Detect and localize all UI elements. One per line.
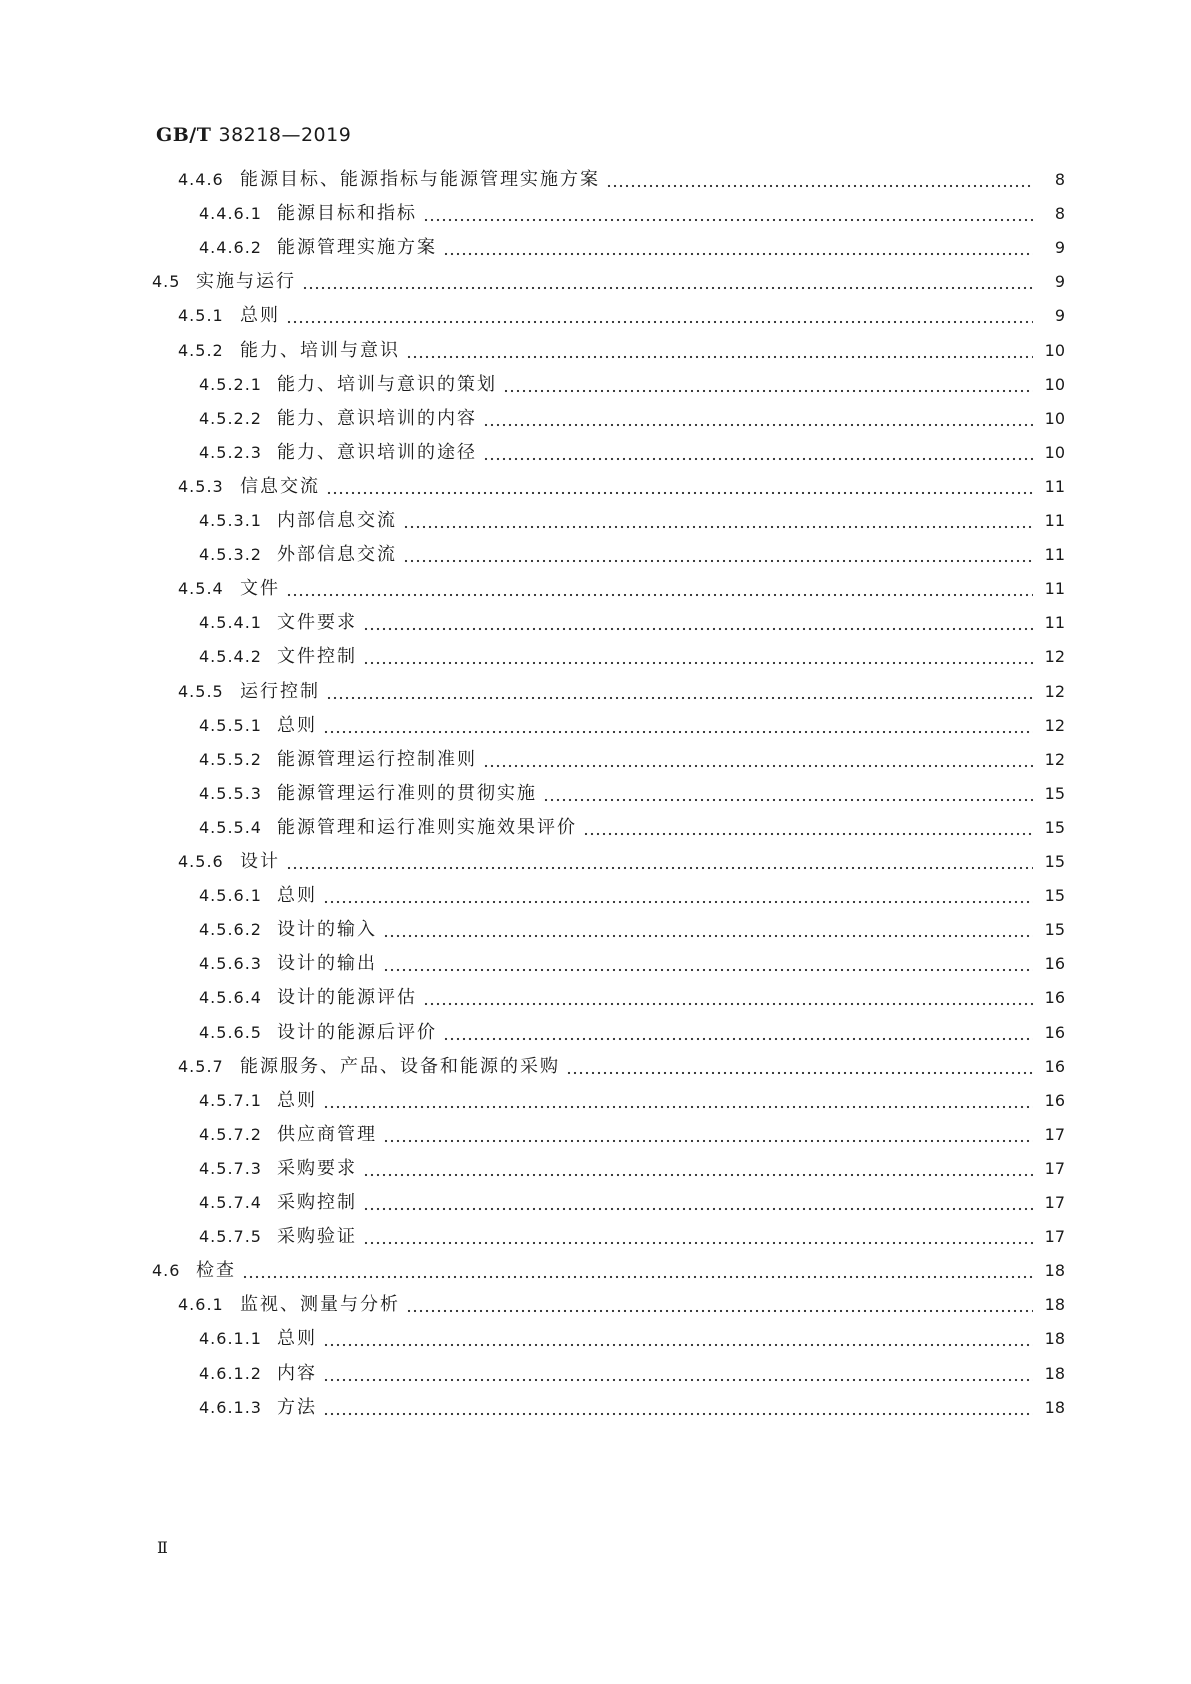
toc-entry[interactable]	[199, 1225, 1065, 1249]
toc-entry[interactable]	[199, 1362, 1065, 1386]
toc-dot-leader	[323, 1089, 1033, 1113]
toc-dot-leader	[363, 1157, 1033, 1181]
toc-entry[interactable]	[199, 1123, 1065, 1147]
toc-entry[interactable]	[178, 1055, 1065, 1079]
toc-entry-number: 4.5.7	[178, 1056, 224, 1076]
toc-dot-leader	[286, 850, 1033, 874]
toc-dot-leader	[363, 1225, 1033, 1249]
toc-entry-title: 设计的能源后评价	[277, 1021, 437, 1043]
toc-entry-title: 能源目标、能源指标与能源管理实施方案	[240, 169, 600, 190]
toc-entry[interactable]	[199, 441, 1065, 465]
toc-entry[interactable]	[199, 1327, 1065, 1351]
toc-entry[interactable]	[199, 986, 1065, 1010]
toc-dot-leader	[406, 1293, 1033, 1317]
toc-entry[interactable]	[199, 884, 1065, 908]
toc-entry-title: 检查	[196, 1260, 236, 1282]
toc-entry-page: 8	[1054, 204, 1065, 224]
toc-entry[interactable]	[178, 168, 1065, 192]
toc-dot-leader	[323, 1327, 1033, 1351]
toc-entry-page: 12	[1044, 749, 1065, 769]
toc-entry[interactable]	[199, 1021, 1065, 1045]
toc-entry-number: 4.5.3	[178, 476, 224, 496]
toc-dot-leader	[363, 611, 1033, 635]
toc-dot-leader	[326, 680, 1033, 704]
standard-prefix: GB/T	[156, 124, 212, 146]
toc-entry-number: 4.6.1.1	[199, 1329, 262, 1349]
toc-dot-leader	[242, 1259, 1033, 1283]
toc-dot-leader	[363, 645, 1033, 669]
toc-entry-number: 4.5.7.3	[199, 1158, 262, 1178]
toc-entry-page: 10	[1044, 408, 1065, 428]
toc-entry-number: 4.5.5.4	[199, 817, 262, 837]
toc-entry[interactable]	[199, 714, 1065, 738]
toc-entry-number: 4.5.5.1	[199, 715, 262, 735]
toc-entry-page: 17	[1044, 1193, 1065, 1212]
toc-entry-title: 设计的输入	[277, 919, 377, 941]
toc-entry-page: 15	[1044, 817, 1065, 837]
toc-dot-leader	[483, 407, 1033, 431]
toc-entry-title: 总则	[240, 305, 280, 327]
standard-number: 38218—2019	[218, 124, 352, 146]
toc-entry-title: 文件	[240, 578, 280, 600]
toc-entry-number: 4.5.4.1	[199, 613, 262, 633]
toc-entry[interactable]	[199, 748, 1065, 772]
toc-entry-title: 能源目标和指标	[277, 203, 417, 225]
toc-entry-page: 12	[1044, 647, 1065, 667]
toc-entry[interactable]	[199, 782, 1065, 806]
toc-entry[interactable]	[199, 543, 1065, 567]
toc-entry-number: 4.5.6.5	[199, 1022, 262, 1042]
toc-entry[interactable]	[152, 1259, 1065, 1283]
toc-entry-title: 总则	[277, 714, 317, 736]
toc-entry-page: 12	[1044, 681, 1065, 701]
toc-entry-page: 9	[1054, 238, 1065, 258]
toc-dot-leader	[383, 952, 1033, 976]
toc-entry-number: 4.5.3.2	[199, 545, 262, 565]
toc-entry-number: 4.5.7.5	[199, 1227, 262, 1247]
toc-dot-leader	[403, 543, 1033, 567]
toc-entry-title: 设计	[240, 851, 280, 872]
toc-entry[interactable]	[178, 304, 1065, 328]
toc-entry-title: 总则	[277, 885, 317, 907]
toc-entry-number: 4.5.6.4	[199, 988, 262, 1008]
toc-entry-title: 实施与运行	[196, 271, 296, 293]
toc-dot-leader	[583, 816, 1033, 840]
toc-dot-leader	[566, 1055, 1033, 1079]
toc-dot-leader	[443, 236, 1033, 260]
toc-entry-number: 4.5.2.2	[199, 408, 262, 428]
toc-entry-page: 12	[1044, 715, 1065, 735]
toc-entry-page: 11	[1044, 545, 1065, 565]
toc-entry-page: 18	[1044, 1329, 1065, 1349]
toc-entry-page: 8	[1054, 170, 1065, 189]
toc-entry-title: 方法	[277, 1396, 317, 1418]
toc-dot-leader	[443, 1021, 1033, 1045]
toc-entry-number: 4.5.1	[178, 306, 224, 326]
toc-entry-title: 信息交流	[240, 475, 320, 497]
toc-entry[interactable]	[199, 918, 1065, 942]
toc-entry-number: 4.5.6.3	[199, 954, 262, 974]
toc-entry[interactable]	[178, 1293, 1065, 1317]
toc-entry-number: 4.5.4.2	[199, 647, 262, 667]
toc-dot-leader	[323, 884, 1033, 908]
toc-entry-page: 10	[1044, 374, 1065, 394]
toc-entry-title: 总则	[277, 1089, 317, 1111]
toc-entry-title: 能源管理和运行准则实施效果评价	[277, 816, 577, 838]
toc-entry-number: 4.5.6	[178, 852, 224, 871]
toc-entry-page: 10	[1044, 442, 1065, 462]
toc-entry[interactable]	[199, 236, 1065, 260]
toc-entry-title: 能源管理实施方案	[277, 237, 437, 259]
toc-entry-page: 11	[1044, 579, 1065, 599]
toc-entry-page: 10	[1044, 340, 1065, 360]
toc-entry-title: 能力、培训与意识的策划	[277, 373, 497, 395]
toc-entry-title: 采购要求	[277, 1157, 357, 1179]
toc-dot-leader	[323, 714, 1033, 738]
toc-entry-page: 9	[1054, 306, 1065, 326]
toc-entry[interactable]	[199, 373, 1065, 397]
toc-entry-title: 总则	[277, 1328, 317, 1350]
toc-entry-title: 能力、意识培训的内容	[277, 407, 477, 429]
toc-dot-leader	[403, 509, 1033, 533]
toc-entry-title: 监视、测量与分析	[240, 1294, 400, 1316]
toc-entry-number: 4.6.1	[178, 1295, 224, 1315]
toc-entry-page: 18	[1044, 1397, 1065, 1417]
toc-dot-leader	[383, 918, 1033, 942]
toc-entry-page: 18	[1044, 1261, 1065, 1281]
toc-entry-number: 4.6	[152, 1261, 181, 1281]
toc-entry-number: 4.5.2.1	[199, 374, 262, 394]
toc-dot-leader	[543, 782, 1033, 806]
toc-entry[interactable]	[199, 202, 1065, 226]
toc-entry-title: 设计的输出	[277, 953, 377, 975]
toc-entry-page: 16	[1044, 1056, 1065, 1076]
toc-entry-number: 4.5.7.1	[199, 1090, 262, 1110]
toc-dot-leader	[286, 304, 1033, 328]
toc-entry-page: 15	[1044, 852, 1065, 871]
toc-entry-page: 15	[1044, 783, 1065, 803]
toc-entry-title: 运行控制	[240, 680, 320, 702]
toc-entry-number: 4.5.6.2	[199, 920, 262, 940]
toc-entry-number: 4.4.6.1	[199, 204, 262, 224]
toc-entry[interactable]	[199, 952, 1065, 976]
toc-entry-title: 文件要求	[277, 612, 357, 634]
toc-entry-title: 文件控制	[277, 646, 357, 668]
page-number: Ⅱ	[157, 1538, 168, 1557]
toc-entry[interactable]	[199, 407, 1065, 431]
toc-dot-leader	[323, 1362, 1033, 1386]
toc-entry[interactable]	[199, 816, 1065, 840]
toc-entry-title: 内容	[277, 1362, 317, 1384]
toc-entry-page: 17	[1044, 1124, 1065, 1144]
toc-entry-number: 4.5	[152, 272, 181, 292]
toc-entry[interactable]	[199, 509, 1065, 533]
toc-entry-title: 能源服务、产品、设备和能源的采购	[240, 1055, 560, 1077]
toc-entry-title: 供应商管理	[277, 1123, 377, 1145]
toc-entry[interactable]	[178, 339, 1065, 363]
toc-entry-title: 能力、意识培训的途径	[277, 441, 477, 463]
toc-dot-leader	[326, 475, 1033, 499]
toc-entry-title: 采购验证	[277, 1226, 357, 1248]
toc-entry[interactable]	[178, 680, 1065, 704]
toc-entry[interactable]	[199, 1089, 1065, 1113]
toc-entry-number: 4.5.2.3	[199, 442, 262, 462]
toc-entry-number: 4.5.2	[178, 340, 224, 360]
toc-entry-page: 11	[1044, 476, 1065, 496]
toc-entry-number: 4.5.6.1	[199, 886, 262, 906]
toc-entry-page: 16	[1044, 1090, 1065, 1110]
toc-entry-number: 4.5.7.2	[199, 1124, 262, 1144]
toc-dot-leader	[323, 1396, 1033, 1420]
toc-entry[interactable]	[178, 577, 1065, 601]
toc-dot-leader	[606, 168, 1033, 192]
toc-entry[interactable]	[199, 1157, 1065, 1181]
toc-entry-number: 4.5.3.1	[199, 511, 262, 530]
toc-entry[interactable]	[199, 1396, 1065, 1420]
toc-entry[interactable]	[178, 475, 1065, 499]
toc-entry-title: 外部信息交流	[277, 544, 397, 566]
toc-entry-number: 4.4.6.2	[199, 238, 262, 258]
toc-entry-number: 4.6.1.3	[199, 1397, 262, 1417]
toc-dot-leader	[302, 270, 1033, 294]
toc-entry-title: 能源管理运行准则的贯彻实施	[277, 782, 537, 804]
toc-entry-title: 设计的能源评估	[277, 987, 417, 1009]
toc-entry[interactable]	[152, 270, 1065, 294]
toc-entry-number: 4.5.5	[178, 681, 224, 701]
toc-entry-page: 18	[1044, 1295, 1065, 1315]
toc-dot-leader	[286, 577, 1033, 601]
toc-entry[interactable]	[199, 1191, 1065, 1215]
toc-entry-title: 采购控制	[277, 1192, 357, 1213]
toc-entry-page: 16	[1044, 1022, 1065, 1042]
toc-entry-title: 能力、培训与意识	[240, 339, 400, 361]
toc-entry-page: 15	[1044, 920, 1065, 940]
toc-dot-leader	[363, 1191, 1033, 1215]
toc-entry-number: 4.5.5.3	[199, 783, 262, 803]
toc-entry-page: 16	[1044, 988, 1065, 1008]
toc-entry-page: 18	[1044, 1363, 1065, 1383]
toc-entry-number: 4.5.7.4	[199, 1193, 262, 1212]
toc-entry-title: 内部信息交流	[277, 510, 397, 531]
toc-entry-page: 17	[1044, 1158, 1065, 1178]
toc-entry-number: 4.5.5.2	[199, 749, 262, 769]
toc-dot-leader	[406, 339, 1033, 363]
toc-entry-number: 4.6.1.2	[199, 1363, 262, 1383]
toc-entry-page: 17	[1044, 1227, 1065, 1247]
toc-dot-leader	[503, 373, 1033, 397]
toc-entry-page: 11	[1044, 511, 1065, 530]
toc-dot-leader	[423, 986, 1033, 1010]
toc-entry[interactable]	[178, 850, 1065, 874]
toc-entry-page: 11	[1044, 613, 1065, 633]
toc-dot-leader	[483, 441, 1033, 465]
toc-entry-title: 能源管理运行控制准则	[277, 748, 477, 770]
toc-entry[interactable]	[199, 645, 1065, 669]
toc-entry-page: 16	[1044, 954, 1065, 974]
toc-entry-number: 4.5.4	[178, 579, 224, 599]
toc-entry[interactable]	[199, 611, 1065, 635]
toc-dot-leader	[423, 202, 1033, 226]
toc-dot-leader	[383, 1123, 1033, 1147]
toc-entry-page: 9	[1054, 272, 1065, 292]
toc-dot-leader	[483, 748, 1033, 772]
toc-entry-number: 4.4.6	[178, 170, 224, 189]
toc-entry-page: 15	[1044, 886, 1065, 906]
